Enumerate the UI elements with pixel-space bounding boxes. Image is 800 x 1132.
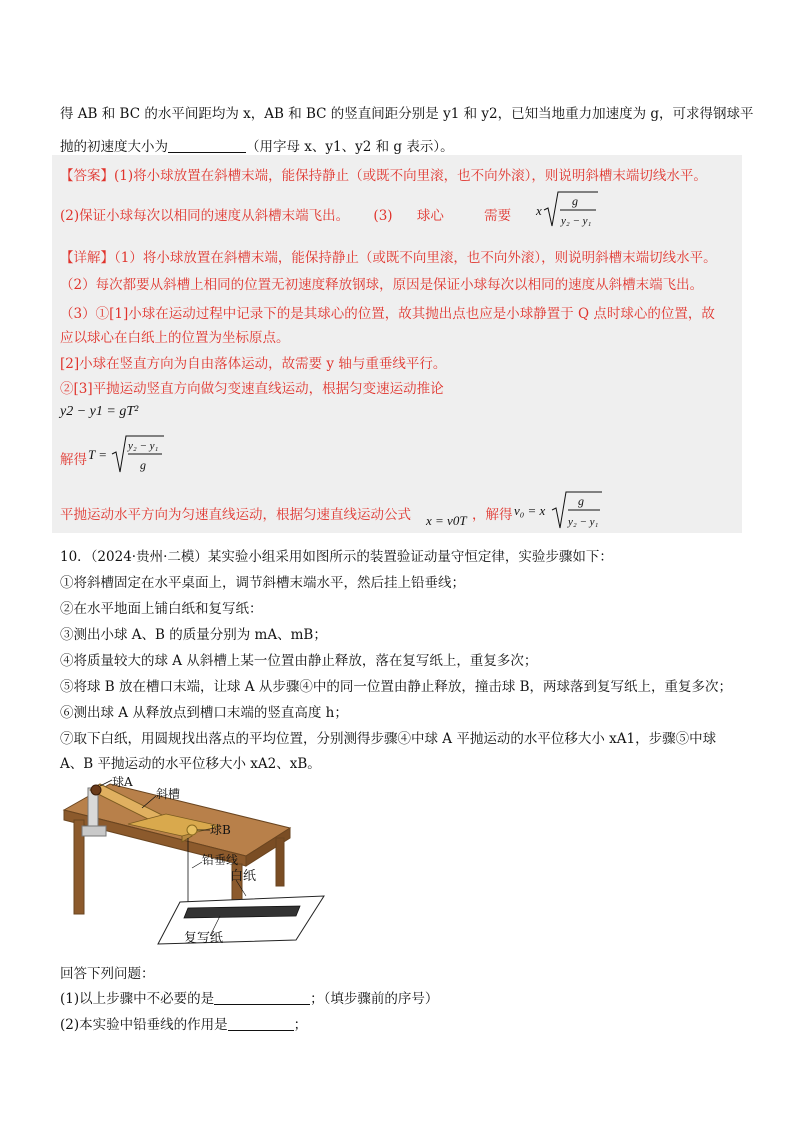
apparatus-figure <box>60 776 340 956</box>
step-3: ③测出小球 A、B 的质量分别为 mA、mB； <box>60 627 327 643</box>
question-text: 抛的初速度大小为 <box>60 139 168 155</box>
step-1: ①将斜槽固定在水平桌面上，调节斜槽末端水平，然后挂上铅垂线； <box>60 575 465 591</box>
svg-text:x: x <box>536 203 542 218</box>
questions-intro: 回答下列问题： <box>60 966 155 982</box>
detail-text: 平抛运动水平方向为匀速直线运动，根据匀速直线运动公式 <box>60 507 411 523</box>
detail-line <box>60 448 87 468</box>
detail-line <box>60 246 717 266</box>
label-ball-b: 球B <box>210 823 231 837</box>
ball-a <box>91 785 101 795</box>
answer-line <box>60 164 707 184</box>
label-carbon-paper: 复写纸 <box>184 931 224 946</box>
detail-line: ②[3]平抛运动竖直方向做匀变速直线运动，根据匀变速运动推论 <box>60 381 444 397</box>
answer-line <box>60 204 511 224</box>
svg-text:y₂ − y₁: y₂ − y₁ <box>561 215 592 227</box>
answer-label: 【答案】 <box>60 168 114 184</box>
detail-line: [2]小球在竖直方向为自由落体运动，故需要 y 轴与重垂线平行。 <box>60 356 447 372</box>
formula-period <box>88 432 168 480</box>
solve-label: 解得 <box>60 452 87 468</box>
white-paper <box>158 896 324 944</box>
stand-base <box>82 826 106 836</box>
svg-text:g: g <box>140 458 146 472</box>
question-2 <box>60 1013 307 1033</box>
answer-text: (2)保证小球每次以相同的速度从斜槽末端飞出。 <box>60 208 350 224</box>
label-white-paper: 白纸 <box>230 869 257 884</box>
question-text: （用字母 x、y1、y2 和 g 表示）。 <box>246 139 454 155</box>
svg-text:v₀ = x: v₀ = x <box>514 503 546 518</box>
svg-text:y₂ − y₁: y₂ − y₁ <box>128 440 159 452</box>
equation-displacement: y2 − y1 = gT² <box>60 404 139 419</box>
detail-label: 【详解】 <box>60 250 114 266</box>
question-1-text: (1)以上步骤中不必要的是 <box>60 991 215 1007</box>
step-5: ⑤将球 B 放在槽口末端，让球 A 从步骤④中的同一位置由静止释放，撞击球 B，两球落到复写纸上，重复多次； <box>60 679 733 695</box>
table-leg <box>276 838 284 886</box>
answer-blank-2[interactable] <box>228 1016 294 1031</box>
ball-b <box>187 825 197 835</box>
question-2-text: (2)本实验中铅垂线的作用是 <box>60 1017 228 1033</box>
label-chute: 斜槽 <box>156 787 181 801</box>
svg-text:y₂ − y₁: y₂ − y₁ <box>568 516 599 528</box>
detail-line: （3）①[1]小球在运动过程中记录下的是其球心的位置，故其抛出点也应是小球静置于 Q 点时球心的位置，故 <box>60 306 715 322</box>
svg-text:g: g <box>572 194 578 208</box>
answer-text: 需要 <box>484 208 512 224</box>
detail-line: 应以球心在白纸上的位置为坐标原点。 <box>60 330 290 346</box>
question-10-intro: 10．（2024·贵州·二模）某实验小组采用如图所示的装置验证动量守恒定律，实验步骤如下： <box>60 549 613 565</box>
answer-text: 球心 <box>416 208 444 224</box>
detail-text: （1）将小球放置在斜槽末端，能保持静止（或既不向里滚，也不向外滚），则说明斜槽末端切线水平。 <box>114 250 717 266</box>
step-7: ⑦取下白纸，用圆规找出落点的平均位置，分别测得步骤④中球 A 平抛运动的水平位移大小 xA1，步骤⑤中球 <box>60 731 717 747</box>
formula-v0-answer <box>534 188 604 232</box>
detail-line: ，解得 <box>472 507 513 523</box>
answer-text: (1)将小球放置在斜槽末端，能保持静止（或既不向里滚，也不向外滚），则说明斜槽末端切线水平。 <box>114 168 707 184</box>
step-6: ⑥测出球 A 从释放点到槽口末端的竖直高度 h； <box>60 705 348 721</box>
label-ball-a: 球A <box>112 776 133 789</box>
question-text-line: 得 AB 和 BC 的水平间距均为 x，AB 和 BC 的竖直间距分别是 y1 和 y2，已知当地重力加速度为 g，可求得钢球平 <box>60 106 754 122</box>
step-2: ②在水平地面上铺白纸和复写纸： <box>60 601 263 617</box>
question-1 <box>60 987 438 1007</box>
question-2-end: ； <box>293 1017 308 1033</box>
answer-blank-1[interactable] <box>214 990 310 1005</box>
question-1-hint: ；（填步骤前的序号） <box>310 991 439 1007</box>
label-plumb: 铅垂线 <box>202 853 239 867</box>
equation-horizontal: x = v0T <box>426 513 467 528</box>
svg-text:g: g <box>578 494 584 508</box>
detail-line <box>60 503 411 523</box>
step-4: ④将质量较大的球 A 从斜槽上某一位置由静止释放，落在复写纸上，重复多次； <box>60 653 538 669</box>
step-7-continued: A、B 平抛运动的水平位移大小 xA2、xB。 <box>60 756 321 772</box>
carbon-paper <box>184 906 300 918</box>
answer-text: (3) <box>373 208 393 224</box>
question-text-line <box>60 135 454 155</box>
svg-text:T =: T = <box>88 447 108 462</box>
formula-v0 <box>514 488 604 534</box>
detail-line: （2）每次都要从斜槽上相同的位置无初速度释放钢球，原因是保证小球每次以相同的速度从斜槽末端飞出。 <box>60 277 704 293</box>
answer-blank[interactable] <box>168 138 246 153</box>
